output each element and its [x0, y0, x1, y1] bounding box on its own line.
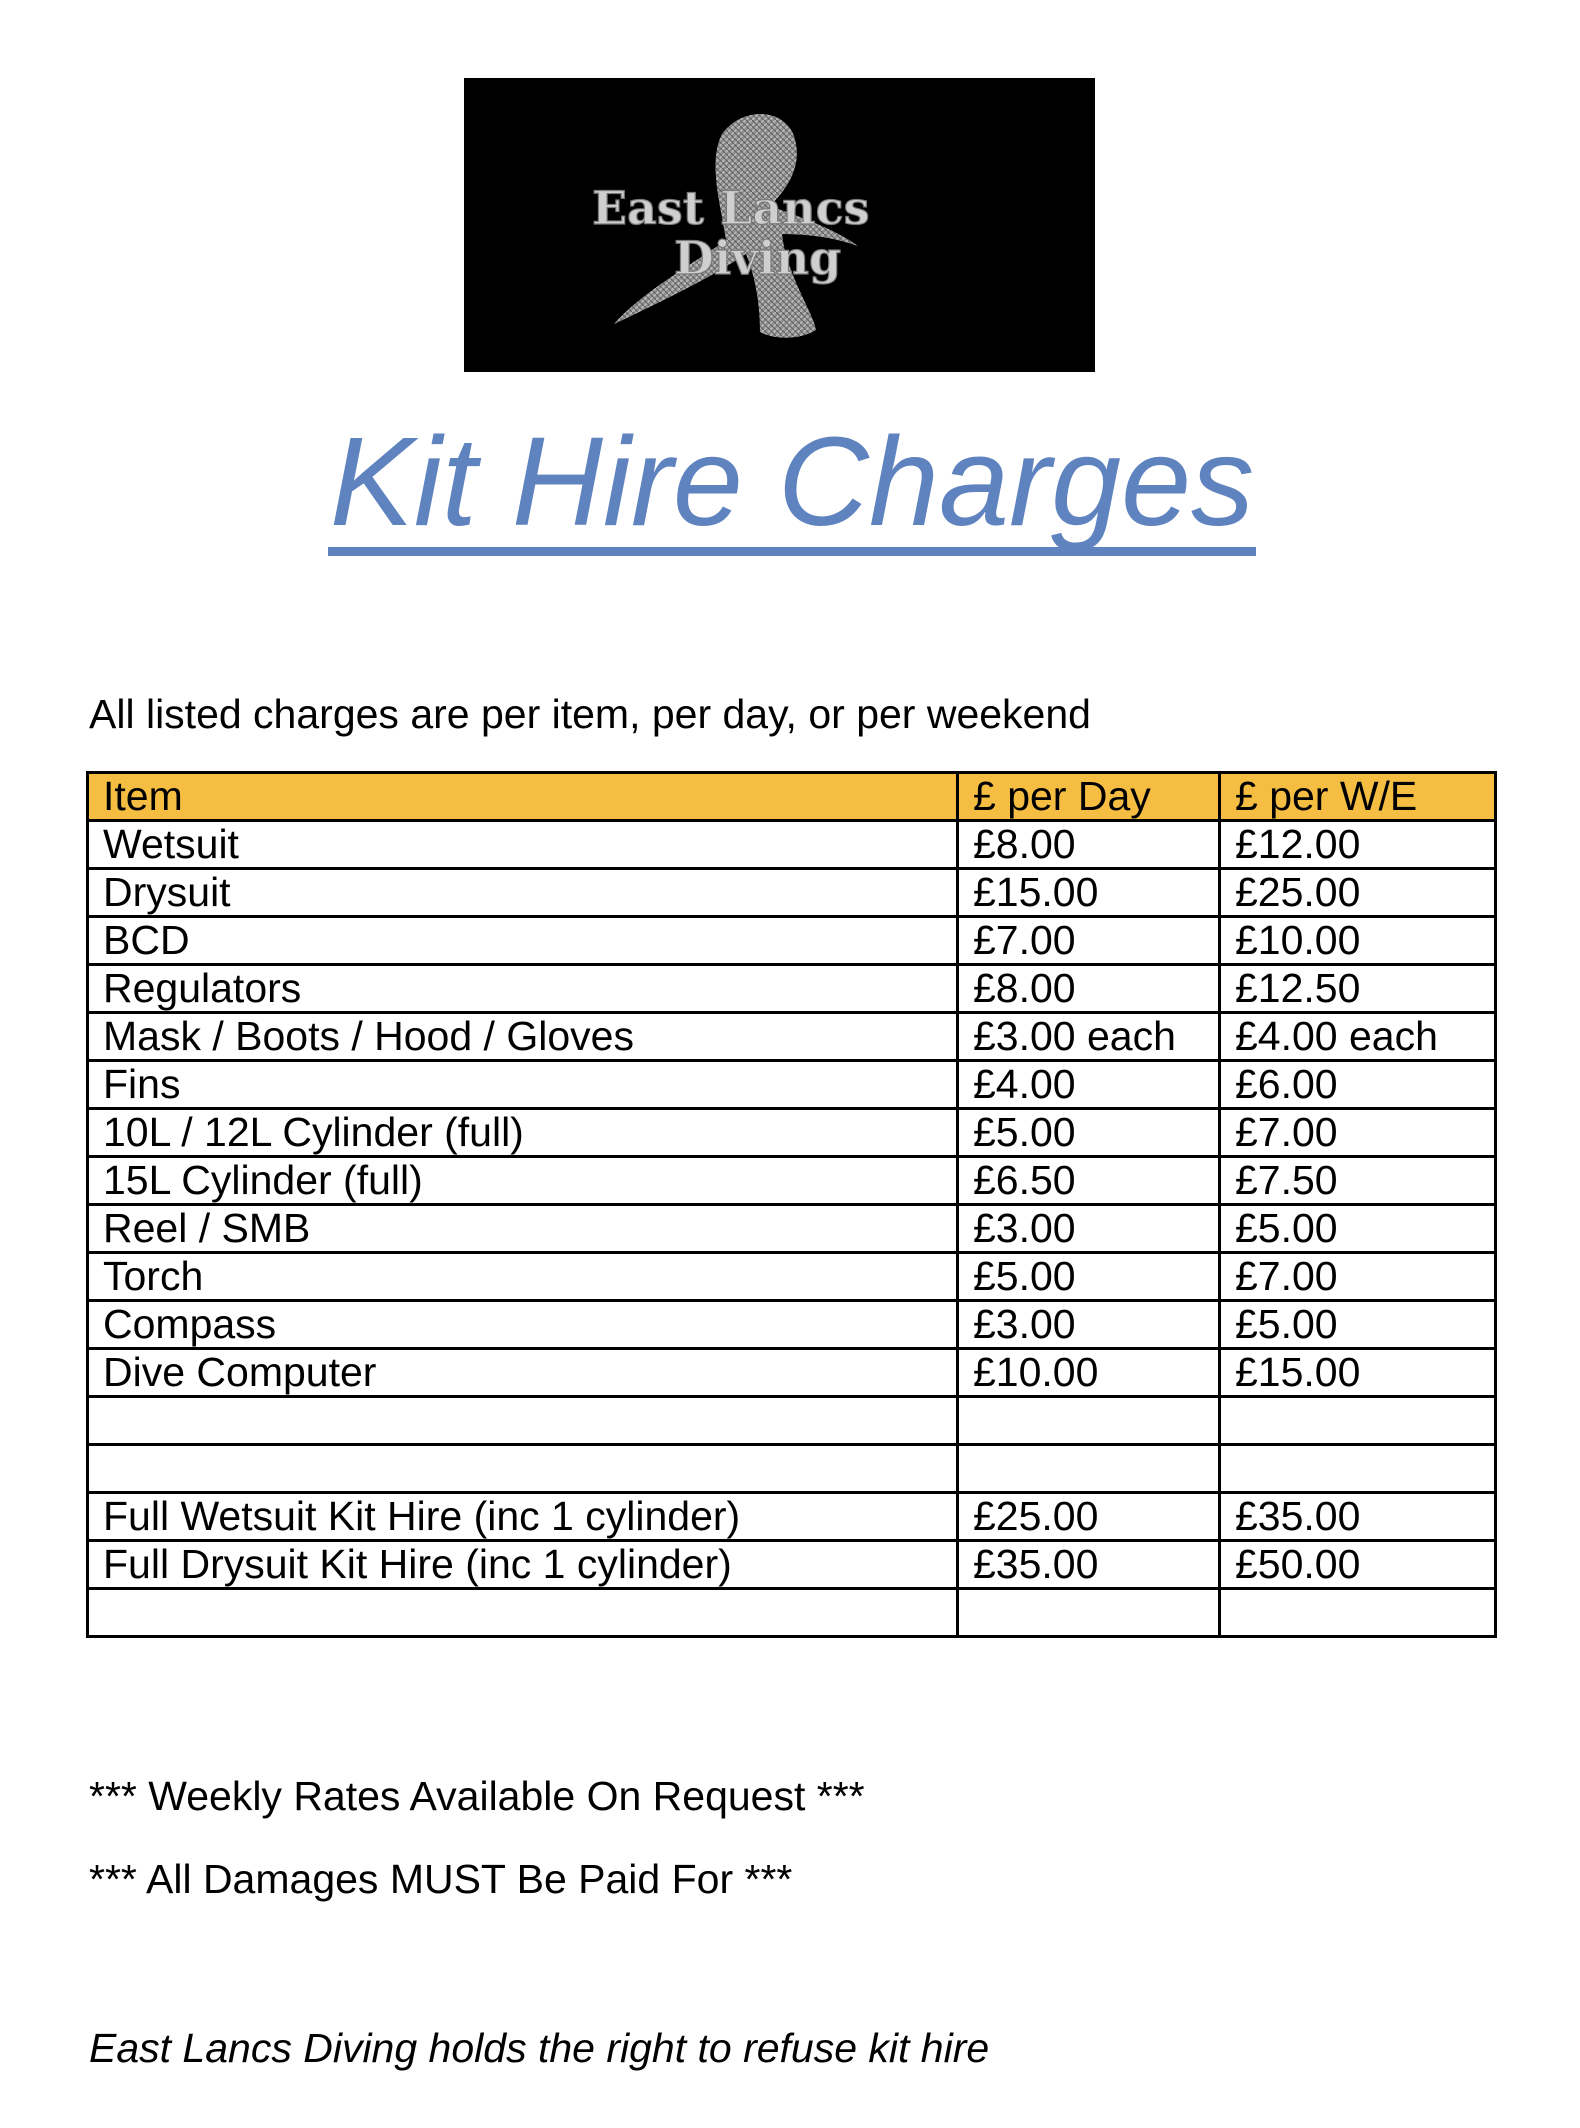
cell-per-day: £3.00 each — [958, 1013, 1220, 1061]
cell-per-day: £35.00 — [958, 1541, 1220, 1589]
cell-item — [88, 1589, 958, 1637]
weekly-rates-note: *** Weekly Rates Available On Request *** — [89, 1773, 865, 1819]
cell-per-weekend: £6.00 — [1220, 1061, 1496, 1109]
cell-per-day — [958, 1397, 1220, 1445]
cell-per-day: £4.00 — [958, 1061, 1220, 1109]
header-per-weekend: £ per W/E — [1220, 773, 1496, 821]
cell-item: Dive Computer — [88, 1349, 958, 1397]
cell-item: Fins — [88, 1061, 958, 1109]
cell-item: Reel / SMB — [88, 1205, 958, 1253]
cell-per-day: £25.00 — [958, 1493, 1220, 1541]
cell-per-day — [958, 1589, 1220, 1637]
cell-per-day: £3.00 — [958, 1301, 1220, 1349]
cell-per-day: £8.00 — [958, 821, 1220, 869]
cell-per-day: £8.00 — [958, 965, 1220, 1013]
cell-item: Compass — [88, 1301, 958, 1349]
cell-item: Regulators — [88, 965, 958, 1013]
cell-item: Torch — [88, 1253, 958, 1301]
cell-per-day — [958, 1445, 1220, 1493]
cell-per-weekend: £25.00 — [1220, 869, 1496, 917]
cell-per-weekend: £7.00 — [1220, 1253, 1496, 1301]
kit-hire-table — [86, 771, 1497, 1638]
cell-per-weekend: £50.00 — [1220, 1541, 1496, 1589]
header-item: Item — [88, 773, 958, 821]
cell-per-weekend: £12.50 — [1220, 965, 1496, 1013]
cell-item: BCD — [88, 917, 958, 965]
table-header-row — [88, 773, 1496, 821]
table-row — [88, 1541, 1496, 1589]
table-row — [88, 1013, 1496, 1061]
table-row — [88, 1061, 1496, 1109]
company-logo — [464, 78, 1095, 372]
cell-per-weekend: £5.00 — [1220, 1301, 1496, 1349]
table-row — [88, 965, 1496, 1013]
cell-per-day: £5.00 — [958, 1109, 1220, 1157]
cell-per-weekend: £7.00 — [1220, 1109, 1496, 1157]
cell-item — [88, 1397, 958, 1445]
table-body — [88, 821, 1496, 1637]
table-row — [88, 1589, 1496, 1637]
cell-per-weekend: £10.00 — [1220, 917, 1496, 965]
cell-per-weekend — [1220, 1589, 1496, 1637]
table-row — [88, 1397, 1496, 1445]
cell-per-day: £7.00 — [958, 917, 1220, 965]
logo-text-line2: Diving — [674, 231, 842, 285]
table-row — [88, 1445, 1496, 1493]
table-row — [88, 1349, 1496, 1397]
cell-per-day: £6.50 — [958, 1157, 1220, 1205]
cell-per-weekend: £35.00 — [1220, 1493, 1496, 1541]
damages-note: *** All Damages MUST Be Paid For *** — [89, 1856, 793, 1902]
disclaimer-text: East Lancs Diving holds the right to refuse kit hire — [89, 2025, 990, 2071]
diver-silhouette-icon — [464, 78, 1095, 372]
page-title — [0, 412, 1580, 556]
table-row — [88, 1253, 1496, 1301]
cell-per-weekend: £15.00 — [1220, 1349, 1496, 1397]
cell-per-day: £10.00 — [958, 1349, 1220, 1397]
cell-per-weekend: £4.00 each — [1220, 1013, 1496, 1061]
cell-item: Full Wetsuit Kit Hire (inc 1 cylinder) — [88, 1493, 958, 1541]
table-row — [88, 869, 1496, 917]
table-row — [88, 917, 1496, 965]
table-row — [88, 1109, 1496, 1157]
cell-per-day: £3.00 — [958, 1205, 1220, 1253]
cell-item: 10L / 12L Cylinder (full) — [88, 1109, 958, 1157]
cell-item: Drysuit — [88, 869, 958, 917]
cell-per-weekend: £12.00 — [1220, 821, 1496, 869]
logo-text-line1: East Lancs — [592, 181, 870, 235]
table-row — [88, 1493, 1496, 1541]
intro-text: All listed charges are per item, per day, or per weekend — [89, 691, 1091, 737]
cell-per-weekend: £7.50 — [1220, 1157, 1496, 1205]
table-row — [88, 821, 1496, 869]
page-title-text: Kit Hire Charges — [328, 417, 1256, 556]
cell-item: 15L Cylinder (full) — [88, 1157, 958, 1205]
cell-per-day: £15.00 — [958, 869, 1220, 917]
cell-per-weekend — [1220, 1445, 1496, 1493]
cell-item — [88, 1445, 958, 1493]
table-row — [88, 1157, 1496, 1205]
cell-item: Wetsuit — [88, 821, 958, 869]
cell-per-weekend: £5.00 — [1220, 1205, 1496, 1253]
cell-per-day: £5.00 — [958, 1253, 1220, 1301]
table-row — [88, 1205, 1496, 1253]
table-row — [88, 1301, 1496, 1349]
cell-item: Full Drysuit Kit Hire (inc 1 cylinder) — [88, 1541, 958, 1589]
header-per-day: £ per Day — [958, 773, 1220, 821]
cell-per-weekend — [1220, 1397, 1496, 1445]
cell-item: Mask / Boots / Hood / Gloves — [88, 1013, 958, 1061]
